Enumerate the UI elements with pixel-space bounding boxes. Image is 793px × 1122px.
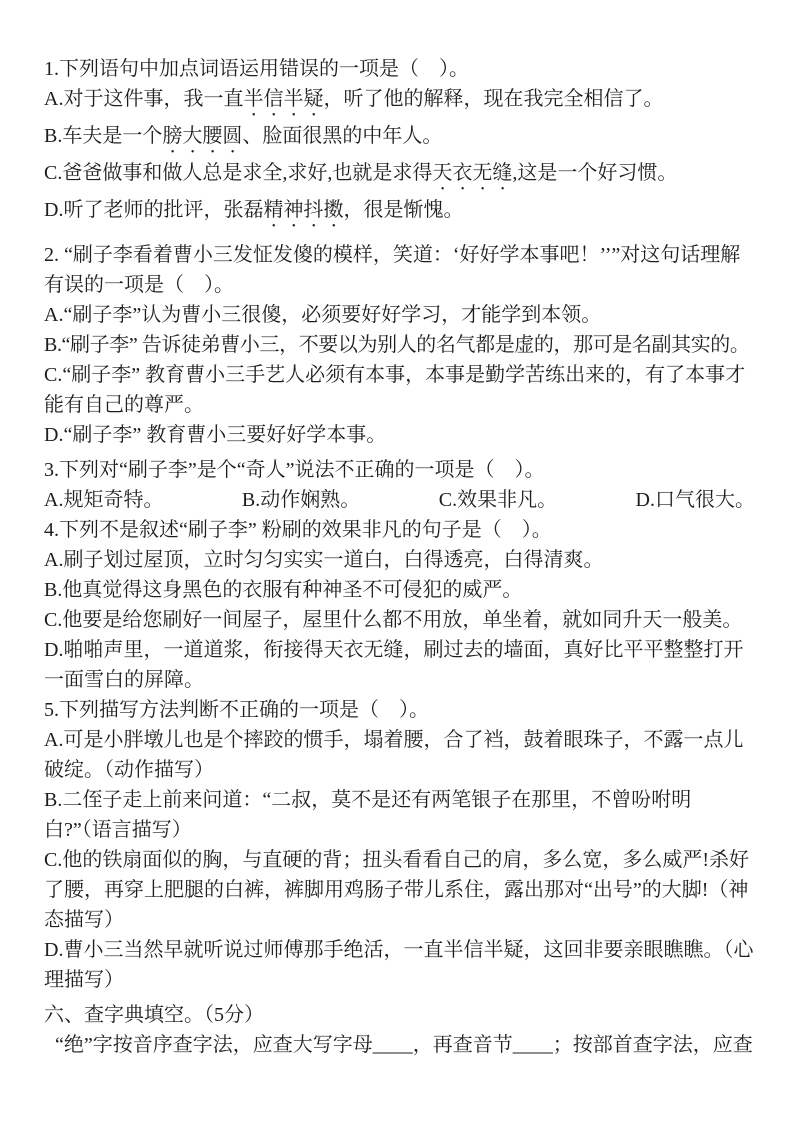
section-six	[44, 1000, 755, 1060]
question-3-options-row	[44, 485, 755, 515]
question-5-option-c: C.他的铁扇面似的胸，与直硬的背；扭头看看自己的肩，多么宽，多么威严!杀好了腰，再穿上肥腿的白裤，裤脚用鸡肠子带儿系住，露出那对“出号”的大脚!（神态描写）	[44, 849, 749, 931]
question-4	[44, 515, 755, 695]
question-3-option-c: C.效果非凡。	[438, 489, 558, 511]
option-text-pre: C.爸爸做事和做人总是求全,求好,也就是求得	[44, 162, 433, 184]
section-six-heading: 六、查字典填空。（5分）	[44, 1004, 264, 1026]
question-1-option-b	[44, 121, 755, 158]
question-1-stem: 1.下列语句中加点词语运用错误的一项是（ ）。	[44, 58, 469, 80]
option-text-post: ，很是惭愧。	[343, 199, 464, 221]
emphasized-word: 精神抖擞	[263, 199, 344, 221]
question-4-stem: 4.下列不是叙述“刷子李” 粉刷的效果非凡的句子是（ ）。	[44, 519, 552, 541]
question-3-option-d: D.口气很大。	[635, 489, 755, 511]
question-2-option-c: C.“刷子李” 教育曹小三手艺人必须有本事，本事是勤学苦练出来的，有了本事才能有自己的尊严。	[44, 364, 746, 416]
question-4-option-b: B.他真觉得这身黑色的衣服有种神圣不可侵犯的威严。	[44, 579, 523, 601]
option-text-pre: B.车夫是一个	[44, 125, 163, 147]
question-2-option-d: D.“刷子李” 教育曹小三要好好学本事。	[44, 424, 387, 446]
question-3-option-b: B.动作娴熟。	[241, 489, 361, 511]
question-2-stem: 2. “刷子李看着曹小三发怔发傻的模样，笑道：‘好好学本事吧！’’”对这句话理解有误的一项是（ ）。	[44, 244, 741, 296]
question-5-option-d: D.曹小三当然早就听说过师傅那手绝活，一直半信半疑，这回非要亲眼瞧瞧。（心理描写）	[44, 939, 754, 991]
question-1	[44, 54, 755, 232]
emphasized-word: 天衣无缝	[432, 162, 513, 184]
question-5-option-b: B.二侄子走上前来问道：“二叔，莫不是还有两笔银子在那里，不曾吩咐明白?”（语言描写）	[44, 789, 692, 841]
question-5-stem: 5.下列描写方法判断不正确的一项是（ ）。	[44, 699, 429, 721]
question-5-option-a: A.可是小胖墩儿也是个摔跤的惯手，塌着腰，合了裆，鼓着眼珠子，不露一点儿破绽。（动作描写）	[44, 729, 744, 781]
option-text-post: ，听了他的解释，现在我完全相信了。	[323, 88, 664, 110]
question-4-option-a: A.刷子划过屋顶，立时匀匀实实一道白，白得透亮，白得清爽。	[44, 549, 604, 571]
question-2-option-b: B.“刷子李” 告诉徒弟曹小三，不要以为别人的名气都是虚的，那可是名副其实的。	[44, 334, 750, 356]
option-text-post: ,这是一个好习惯。	[512, 162, 678, 184]
question-2	[44, 240, 755, 450]
question-5	[44, 695, 755, 995]
question-3	[44, 455, 755, 515]
section-six-body: “绝”字按音序查字法，应查大写字母____，再查音节____；按部首查字法，应查	[55, 1034, 753, 1056]
question-1-option-a	[44, 84, 755, 121]
option-text-pre: A.对于这件事，我一直	[44, 88, 244, 110]
question-2-option-a: A.“刷子李”认为曹小三很傻，必须要好好学习，才能学到本领。	[44, 304, 602, 326]
emphasized-word: 半信半疑	[243, 88, 324, 110]
option-text-post: 、脸面很黑的中年人。	[242, 125, 443, 147]
question-3-option-a: A.规矩奇特。	[44, 489, 164, 511]
question-3-stem: 3.下列对“刷子李”是个“奇人”说法不正确的一项是（ ）。	[44, 459, 545, 481]
emphasized-word: 膀大腰圆	[162, 125, 243, 147]
question-1-option-d	[44, 195, 755, 232]
option-text-pre: D.听了老师的批评，张磊	[44, 199, 264, 221]
question-4-option-c: C.他要是给您刷好一间屋子，屋里什么都不用放，单坐着，就如同升天一般美。	[44, 609, 743, 631]
question-4-option-d: D.啪啪声里，一道道浆，衔接得天衣无缝，刷过去的墙面，真好比平平整整打开一面雪白的屏障。	[44, 639, 744, 691]
question-1-option-c	[44, 158, 755, 195]
